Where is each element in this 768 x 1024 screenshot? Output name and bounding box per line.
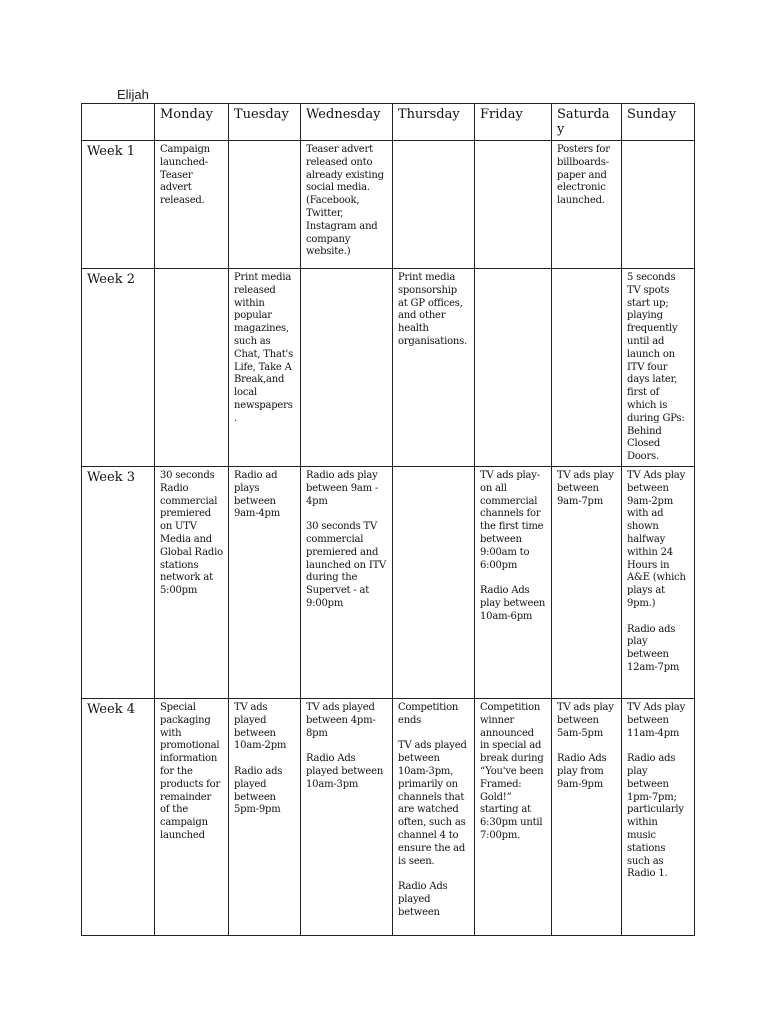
cell-text: Radio ad plays between 9am-4pm	[234, 469, 281, 520]
schedule-cell-tuesday	[229, 466, 301, 698]
day-header-friday: Friday	[475, 104, 552, 141]
day-header-tuesday: Tuesday	[229, 104, 301, 141]
campaign-schedule-table	[81, 103, 695, 936]
schedule-cell-wednesday	[301, 466, 393, 698]
header-row	[82, 104, 695, 141]
cell-text: Campaign launched- Teaser advert released.	[160, 144, 210, 207]
schedule-cell-sunday	[622, 466, 695, 698]
schedule-cell-friday	[475, 466, 552, 698]
author-name: Elijah	[117, 87, 149, 102]
cell-text: Teaser advert released onto already existing social media. (Facebook, Twitter, Instagram and company website.)	[306, 144, 384, 258]
week-row	[82, 698, 695, 935]
schedule-cell-tuesday	[229, 141, 301, 269]
schedule-cell-monday	[155, 698, 229, 935]
schedule-cell-thursday	[393, 141, 475, 269]
schedule-cell-sunday	[622, 698, 695, 935]
cell-text: Radio Ads played between 10am-3pm	[306, 753, 384, 790]
schedule-cell-friday	[475, 141, 552, 269]
day-header-monday: Monday	[155, 104, 229, 141]
cell-text: TV Ads play between 9am-2pm with ad shown halfway within 24 Hours in A&E (which plays at 9pm.)	[627, 469, 686, 609]
schedule-cell-tuesday	[229, 269, 301, 467]
day-header-sunday: Sunday	[622, 104, 695, 141]
cell-text: Radio ads play between 1pm-7pm; particularly within music stations such as Radio 1.	[627, 753, 684, 880]
cell-text: TV ads play between 5am-5pm	[557, 701, 614, 739]
cell-text: Print media sponsorship at GP offices, and other health organisations.	[398, 272, 468, 347]
schedule-cell-tuesday	[229, 698, 301, 935]
week-label: Week 1	[82, 141, 155, 269]
schedule-cell-saturday	[552, 269, 622, 467]
corner-cell	[82, 104, 155, 141]
cell-text: Competition ends	[398, 701, 459, 726]
schedule-cell-monday	[155, 269, 229, 467]
cell-text: Print media released within popular magazines, such as Chat, That's Life, Take A Break,and local newspapers.	[234, 272, 294, 424]
cell-text: Posters for billboards- paper and electronic launched.	[557, 144, 610, 207]
week-label: Week 3	[82, 466, 155, 698]
schedule-cell-wednesday	[301, 698, 393, 935]
week-row	[82, 269, 695, 467]
schedule-cell-thursday	[393, 698, 475, 935]
schedule-cell-thursday	[393, 466, 475, 698]
schedule-cell-saturday	[552, 698, 622, 935]
schedule-cell-friday	[475, 698, 552, 935]
cell-text: TV ads played between 10am-2pm	[234, 701, 287, 752]
cell-text: 30 seconds Radio commercial premiered on UTV Media and Global Radio stations network at 5:00pm	[160, 469, 223, 597]
week-label: Week 4	[82, 698, 155, 935]
week-label: Week 2	[82, 269, 155, 467]
day-header-wednesday: Wednesday	[301, 104, 393, 141]
cell-text: TV ads played between 10am-3pm, primarily on channels that are watched often, such as channel 4 to ensure the ad is seen.	[398, 740, 467, 867]
cell-text: Competition winner announced in special ad break during “You've been Framed: Gold!” starting at 6:30pm until 7:00pm.	[480, 701, 544, 841]
schedule-cell-wednesday	[301, 141, 393, 269]
week-row	[82, 466, 695, 698]
cell-text: TV ads play- on all commercial channels for the first time between 9:00am to 6:00pm	[480, 469, 544, 571]
cell-text: TV ads play between 9am-7pm	[557, 469, 614, 507]
day-header-saturday: Saturday	[552, 104, 622, 141]
schedule-cell-wednesday	[301, 269, 393, 467]
cell-text: 5 seconds TV spots start up; playing frequently until ad launch on ITV four days later, first of which is during GPs: Behind Closed Doors.	[627, 272, 685, 463]
cell-text: Radio ads play between 12am-7pm	[627, 623, 680, 673]
schedule-cell-friday	[475, 269, 552, 467]
cell-text: Radio Ads played between	[398, 881, 448, 918]
schedule-cell-saturday	[552, 141, 622, 269]
schedule-cell-sunday	[622, 269, 695, 467]
day-header-thursday: Thursday	[393, 104, 475, 141]
cell-text: 30 seconds TV commercial premiered and launched on ITV during the Supervet - at 9:00pm	[306, 521, 387, 609]
week-row	[82, 141, 695, 269]
schedule-cell-thursday	[393, 269, 475, 467]
schedule-cell-saturday	[552, 466, 622, 698]
cell-text: Radio ads play between 9am - 4pm	[306, 469, 379, 507]
cell-text: TV Ads play between 11am-4pm	[627, 701, 686, 739]
schedule-cell-monday	[155, 141, 229, 269]
cell-text: Radio Ads play from 9am-9pm	[557, 753, 607, 790]
cell-text: Radio Ads play between 10am-6pm	[480, 585, 546, 622]
cell-text: TV ads played between 4pm-8pm	[306, 701, 376, 739]
schedule-cell-monday	[155, 466, 229, 698]
cell-text: Radio ads played between 5pm-9pm	[234, 765, 283, 816]
schedule-cell-sunday	[622, 141, 695, 269]
cell-text: Special packaging with promotional information for the products for remainder of the campaign launched	[160, 701, 221, 841]
